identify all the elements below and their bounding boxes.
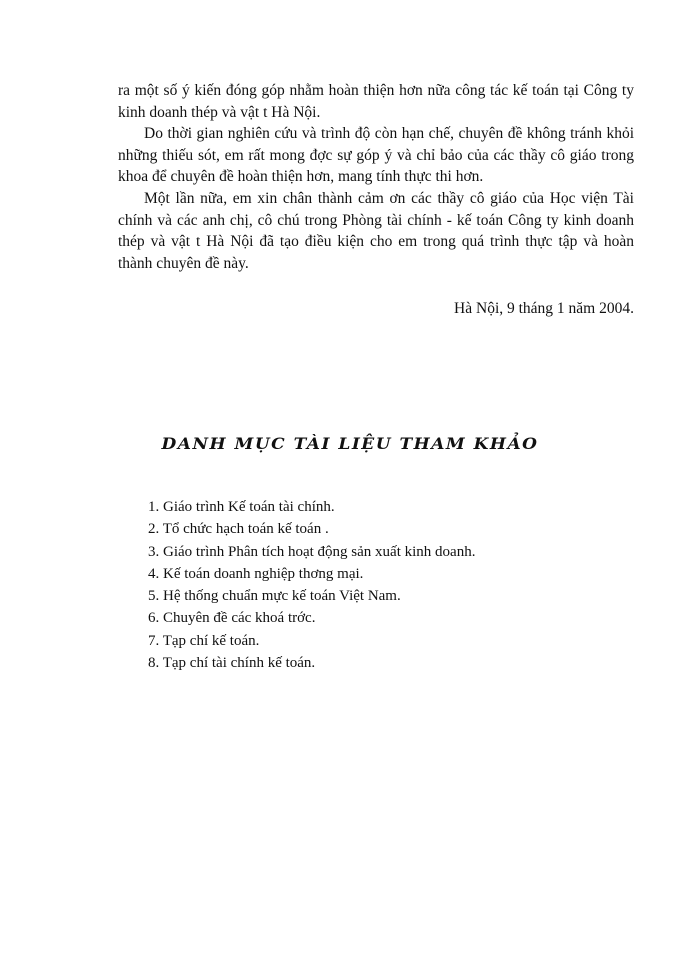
reference-item: 4. Kế toán doanh nghiệp thơng mại. <box>148 565 364 582</box>
reference-item: 3. Giáo trình Phân tích hoạt động sản xuất kinh doanh. <box>148 543 476 560</box>
references-title: DANH MỤC TÀI LIỆU THAM KHẢO <box>161 434 539 454</box>
paragraph-2: Do thời gian nghiên cứu và trình độ còn hạn chế, chuyên đề không tránh khỏi những thiếu sót, em rất mong đợc sự góp ý và chỉ bảo của các thầy cô giáo trong khoa để chuyên đề hoàn thiện hơn, mang tính thực thi hơn. <box>118 125 634 186</box>
paragraph-3: Một lần nữa, em xin chân thành cảm ơn các thầy cô giáo của Học viện Tài chính và các anh chị, cô chú trong Phòng tài chính - kế toán Công ty kinh doanh thép và vật t Hà Nội đã tạo điều kiện cho em trong quá trình thực tập và hoàn thành chuyên đề này. <box>118 189 634 272</box>
body-text <box>118 80 634 274</box>
reference-item: 2. Tổ chức hạch toán kế toán . <box>148 521 329 538</box>
reference-item: 7. Tạp chí kế toán. <box>148 632 260 649</box>
reference-item: 5. Hệ thống chuẩn mực kế toán Việt Nam. <box>148 588 401 605</box>
reference-item: 8. Tạp chí tài chính kế toán. <box>148 655 316 672</box>
references-list <box>148 496 475 674</box>
reference-item: 6. Chuyên đề các khoá trớc. <box>148 610 316 627</box>
signoff-date: Hà Nội, 9 tháng 1 năm 2004. <box>454 300 634 317</box>
reference-item: 1. Giáo trình Kế toán tài chính. <box>148 499 335 515</box>
paragraph-1: ra một số ý kiến đóng góp nhằm hoàn thiện hơn nữa công tác kế toán tại Công ty kinh doanh thép và vật t Hà Nội. <box>118 82 634 121</box>
